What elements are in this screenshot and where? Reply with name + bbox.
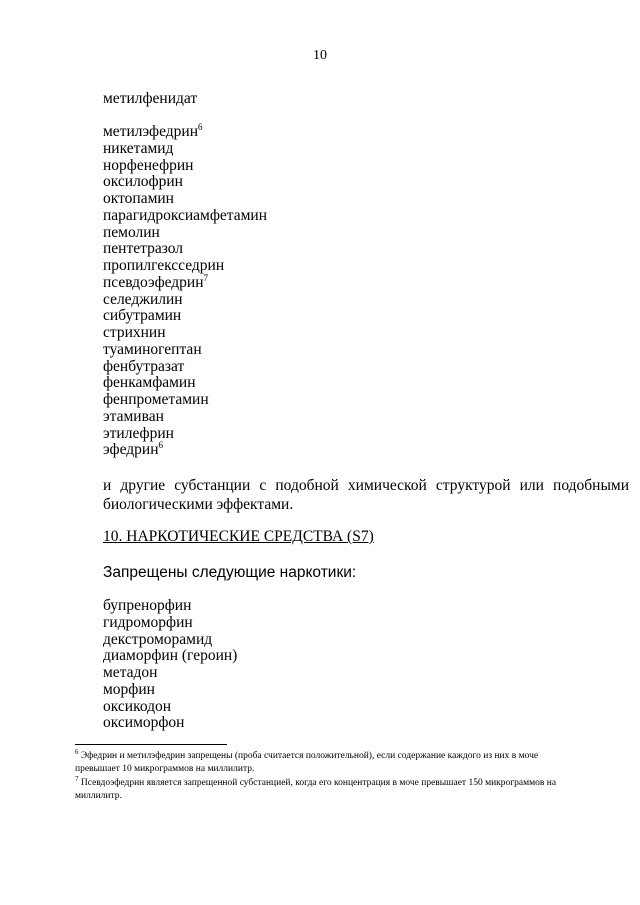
list-item: этамиван	[103, 407, 164, 425]
section-heading: 10. НАРКОТИЧЕСКИЕ СРЕДСТВА (S7)	[103, 528, 374, 545]
list-item: гидроморфин	[103, 613, 193, 631]
list-item: парагидроксиамфетамин	[103, 206, 268, 224]
closing-paragraph	[103, 476, 629, 514]
list-item: метилэфедрин$^6$	[103, 122, 203, 140]
list-item: этилефрин	[103, 424, 174, 442]
list-item: оксилофрин	[103, 173, 183, 191]
list-item: оксиморфон	[103, 714, 185, 732]
list-item: норфенефрин	[103, 156, 194, 174]
list-item: оксикодон	[103, 697, 172, 715]
list-item-top: метилфенидат	[103, 90, 198, 107]
list-item: фенкамфамин	[103, 374, 196, 392]
list-item: селеджилин	[103, 290, 183, 308]
list-item: диаморфин (героин)	[103, 647, 238, 665]
list-item: пропилгексседрин	[103, 257, 225, 274]
list-item: сибутрамин	[103, 307, 182, 325]
narcotics-list	[103, 598, 403, 732]
paragraph-line: биологическими эффектами.	[103, 496, 294, 513]
list-item: фенбутразат	[103, 357, 185, 375]
list-item: эфедрин$^6$	[103, 440, 164, 459]
section-intro: Запрещены следующие наркотики:	[103, 564, 357, 581]
list-item: декстроморамид	[103, 630, 213, 648]
list-item: морфин	[103, 680, 155, 698]
footnote: $^7$ Псевдоэфедрин является запрещенной субстанцией, когда его концентрация в моче превышает 150 микрограммов на миллилитр.	[75, 775, 557, 801]
paragraph-line: и другие субстанции с подобной химической структурой или подобными	[103, 477, 629, 494]
footnote-divider	[75, 744, 227, 745]
page-number: 10	[313, 48, 327, 63]
list-item: фенпрометамин	[103, 391, 209, 408]
list-item: туаминогептан	[103, 340, 202, 358]
list-item: пемолин	[103, 223, 160, 241]
list-item: октопамин	[103, 190, 174, 207]
list-item: бупренорфин	[103, 597, 192, 614]
list-item: псевдоэфедрин$^7$	[103, 272, 209, 291]
list-item: метадон	[103, 664, 158, 681]
stimulant-list	[103, 124, 403, 459]
list-item: никетамид	[103, 139, 174, 157]
footnote: $^6$ Эфедрин и метилэфедрин запрещены (проба считается положительной), если содержание каждого из них в моче превышает 10 микрограммов на миллилитр.	[75, 748, 539, 774]
list-item: стрихнин	[103, 324, 166, 341]
list-item: пентетразол	[103, 240, 184, 258]
